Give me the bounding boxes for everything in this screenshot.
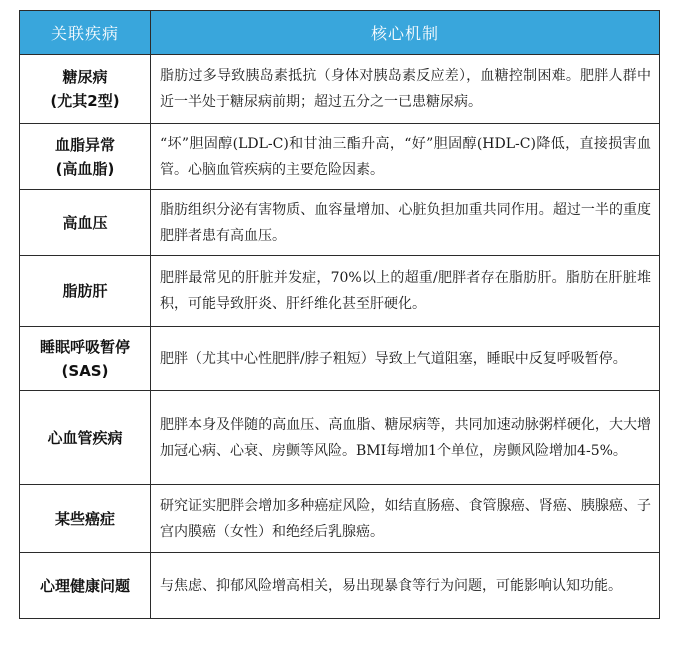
disease-cell bbox=[20, 485, 151, 553]
table-row bbox=[20, 391, 660, 485]
disease-name: 心血管疾病 bbox=[47, 428, 123, 447]
table-row bbox=[20, 190, 660, 256]
table-row bbox=[20, 124, 660, 190]
header-core-mechanism: 核心机制 bbox=[151, 11, 660, 55]
disease-subname: (高血脂) bbox=[55, 159, 115, 178]
disease-subname: (尤其2型) bbox=[50, 92, 120, 110]
table-header-row bbox=[20, 11, 660, 55]
disease-name: 某些癌症 bbox=[54, 509, 115, 528]
disease-cell bbox=[20, 256, 151, 327]
mechanism-cell: 脂肪组织分泌有害物质、血容量增加、心脏负担加重共同作用。超过一半的重度肥胖者患有高血压。 bbox=[151, 190, 660, 256]
mechanism-cell: 脂肪过多导致胰岛素抵抗（身体对胰岛素反应差），血糖控制困难。肥胖人群中近一半处于糖尿病前期；超过五分之一已患糖尿病。 bbox=[151, 55, 660, 124]
disease-name: 血脂异常 bbox=[54, 135, 115, 154]
table-row bbox=[20, 256, 660, 327]
disease-name: 心理健康问题 bbox=[39, 576, 130, 595]
disease-cell bbox=[20, 190, 151, 256]
disease-name: 脂肪肝 bbox=[62, 282, 108, 300]
mechanism-cell: 与焦虑、抑郁风险增高相关，易出现暴食等行为问题，可能影响认知功能。 bbox=[151, 553, 660, 619]
disease-subname: (SAS) bbox=[61, 361, 109, 380]
disease-cell bbox=[20, 553, 151, 619]
mechanism-cell: 研究证实肥胖会增加多种癌症风险，如结直肠癌、食管腺癌、肾癌、胰腺癌、子宫内膜癌（女性）和绝经后乳腺癌。 bbox=[151, 485, 660, 553]
table-row bbox=[20, 485, 660, 553]
disease-cell bbox=[20, 327, 151, 391]
disease-name: 高血压 bbox=[62, 213, 108, 232]
mechanism-cell: 肥胖（尤其中心性肥胖/脖子粗短）导致上气道阻塞，睡眠中反复呼吸暂停。 bbox=[151, 327, 660, 391]
mechanism-cell: “坏”胆固醇(LDL-C)和甘油三酯升高，“好”胆固醇(HDL-C)降低，直接损害血管。心脑血管疾病的主要危险因素。 bbox=[151, 124, 660, 190]
disease-name: 糖尿病 bbox=[62, 68, 108, 86]
comorbidity-table-container bbox=[19, 10, 659, 619]
disease-name: 睡眠呼吸暂停 bbox=[39, 337, 130, 356]
disease-cell bbox=[20, 55, 151, 124]
table-row bbox=[20, 327, 660, 391]
comorbidity-table bbox=[19, 10, 660, 619]
table-row bbox=[20, 553, 660, 619]
mechanism-cell: 肥胖本身及伴随的高血压、高血脂、糖尿病等，共同加速动脉粥样硬化，大大增加冠心病、心衰、房颤等风险。BMI每增加1个单位，房颤风险增加4-5%。 bbox=[151, 391, 660, 485]
mechanism-cell: 肥胖最常见的肝脏并发症，70%以上的超重/肥胖者存在脂肪肝。脂肪在肝脏堆积，可能导致肝炎、肝纤维化甚至肝硬化。 bbox=[151, 256, 660, 327]
disease-cell bbox=[20, 124, 151, 190]
disease-cell bbox=[20, 391, 151, 485]
header-related-disease: 关联疾病 bbox=[20, 11, 151, 55]
table-row bbox=[20, 55, 660, 124]
